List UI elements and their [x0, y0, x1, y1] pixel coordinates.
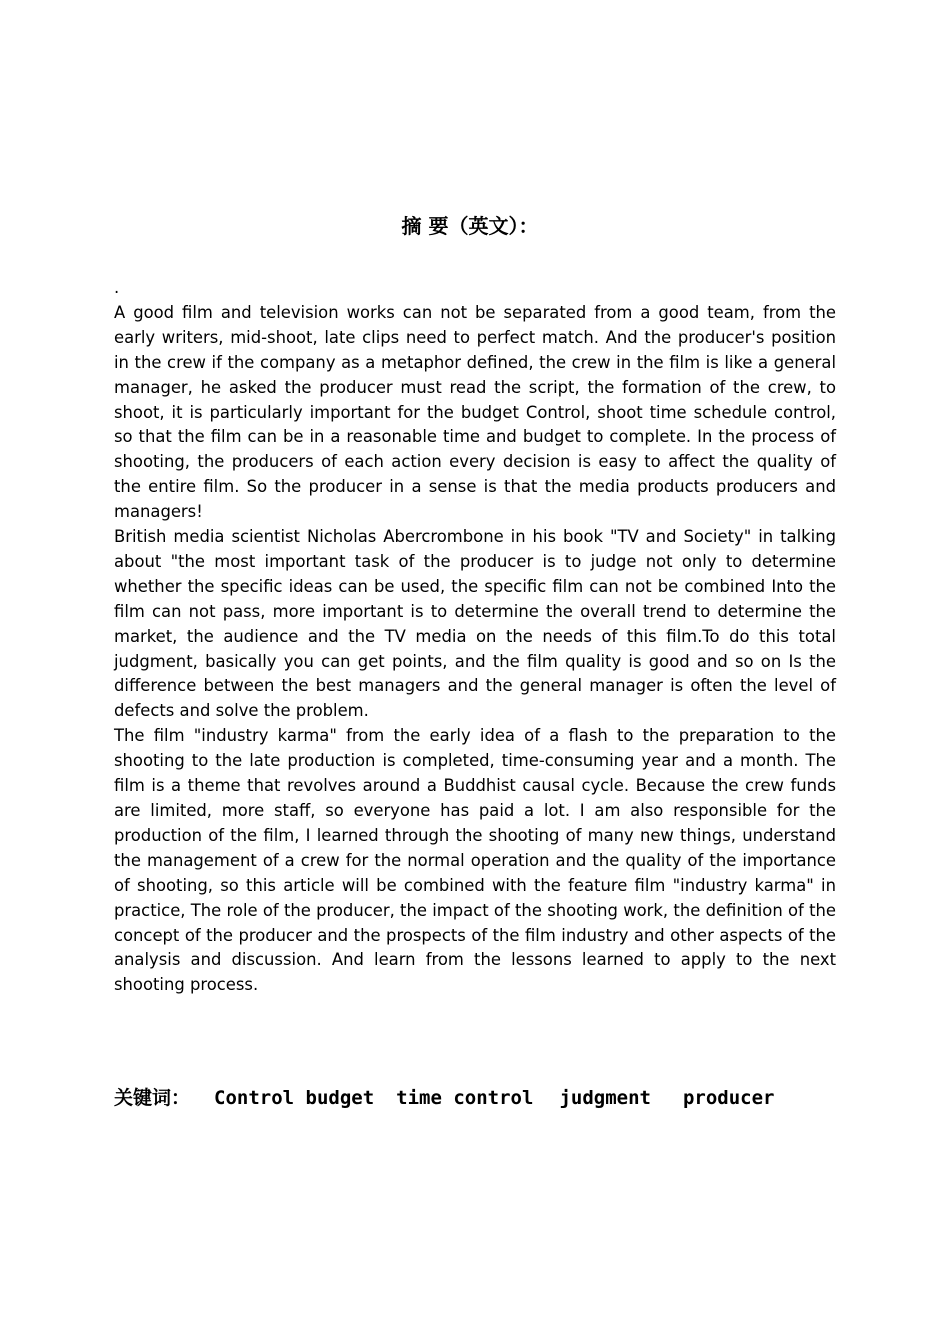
abstract-paragraph-3: The film "industry karma" from the early idea of a flash to the preparation to the shooting to the late production is completed, time-consuming year and a month. The film is a theme that revolves around a Buddhist causal cycle. Because the crew funds are limited, more staff, so everyone has paid a lot. I am also responsible for the production of the film, I learned through the shooting of many new things, understand the management of a crew for the normal operation and the quality of the importance of shooting, so this article will be combined with the feature film "industry karma" in practice, The role of the producer, the impact of the shooting work, the definition of the concept of the producer and the prospects of the film industry and other aspects of the analysis and discussion. And learn from the lessons learned to apply to the next shooting process. [114, 726, 836, 995]
abstract-paragraph-1: A good film and television works can not be separated from a good team, from the early writers, mid-shoot, late clips need to perfect match. And the producer's position in the crew if the company as a metaphor defined, the crew in the film is like a general manager, he asked the producer must read the script, the formation of the crew, to shoot, it is particularly important for the budget Control, shoot time schedule control, so that the film can be in a reasonable time and budget to complete. In the process of shooting, the producers of each action every decision is easy to affect the quality of the entire film. So the producer in a sense is that the media products producers and managers! [114, 302, 836, 522]
abstract-paragraph-2: British media scientist Nicholas Abercrombone in his book "TV and Society" in talking about "the most important task of the producer is to judge not only to determine whether the specific ideas can be used, the specific film can not be combined Into the film can not pass, more important is to determine the overall trend to determine the market, the audience and the TV media on the needs of this film.To do this total judgment, basically you can get points, and the film quality is good and so on Is the difference between the best managers and the general manager is often the level of defects and solve the problem. [114, 527, 836, 721]
keywords-line [114, 1082, 836, 1114]
abstract-title: 摘 要（英文）： [401, 214, 539, 238]
abstract-body [114, 276, 836, 998]
keyword-item: Control budget [214, 1087, 375, 1109]
keyword-item: time control [396, 1087, 534, 1109]
keyword-item: producer [682, 1087, 775, 1109]
leading-dot: . [114, 278, 120, 297]
keyword-item: judgment [559, 1087, 651, 1109]
keywords-label: 关键词： [114, 1087, 191, 1109]
